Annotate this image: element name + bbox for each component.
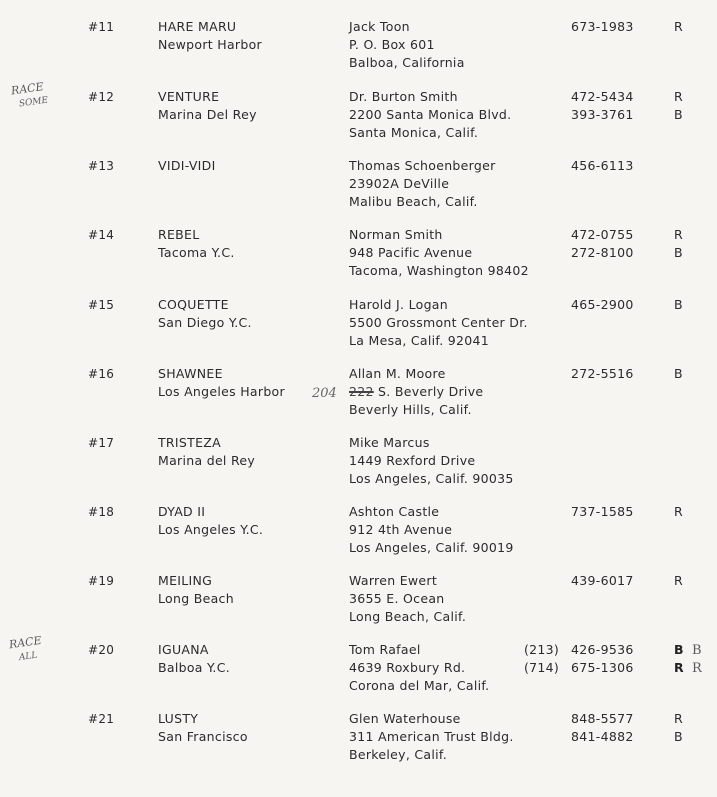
entry-15 <box>0 296 717 366</box>
owner-street: S. Beverly Drive <box>378 384 484 399</box>
owner-name: Dr. Burton Smith <box>349 89 458 104</box>
entry-code: R <box>674 19 683 34</box>
entry-18 <box>0 503 717 573</box>
entry-number: #15 <box>88 298 115 312</box>
boat-name: HARE MARU <box>158 19 237 34</box>
owner-name: Glen Waterhouse <box>349 711 461 726</box>
owner-name: Norman Smith <box>349 227 443 242</box>
entry-code: R <box>674 89 683 104</box>
club-name: Balboa Y.C. <box>158 660 231 675</box>
owner-address: 1449 Rexford Drive <box>349 453 476 468</box>
margin-note-line: RACE <box>8 633 43 652</box>
entry-code: B <box>674 729 683 744</box>
owner-name: Harold J. Logan <box>349 297 448 312</box>
entry-number: #21 <box>88 712 115 726</box>
boat-name: DYAD II <box>158 504 206 519</box>
owner-address: 4639 Roxbury Rd. <box>349 660 466 675</box>
owner-name: Tom Rafael <box>349 642 421 657</box>
club-name: Los Angeles Y.C. <box>158 522 264 537</box>
club-name: Long Beach <box>158 591 234 606</box>
club-name: San Francisco <box>158 729 248 744</box>
margin-note-line: RACE <box>10 80 45 98</box>
owner-city: Balboa, California <box>349 55 465 70</box>
owner-name: Jack Toon <box>349 19 410 34</box>
entry-code: R <box>674 504 683 519</box>
entry-17 <box>0 434 717 504</box>
owner-address <box>349 383 483 401</box>
phone-number: 841-4882 <box>571 729 634 744</box>
entry-code-overwritten: R <box>674 660 684 675</box>
phone-number: 393-3761 <box>571 107 634 122</box>
club-name: Marina Del Rey <box>158 107 257 122</box>
entry-code: B <box>674 107 683 122</box>
boat-name: REBEL <box>158 227 200 242</box>
owner-name: Allan M. Moore <box>349 366 446 381</box>
entry-number: #12 <box>88 90 115 104</box>
owner-city: Long Beach, Calif. <box>349 609 467 624</box>
entry-number: #19 <box>88 574 115 588</box>
phone-number: 472-5434 <box>571 89 634 104</box>
margin-note-line: ALL <box>18 650 39 664</box>
entry-12 <box>0 88 717 158</box>
owner-name: Warren Ewert <box>349 573 438 588</box>
entry-11 <box>0 18 717 88</box>
club-name: San Diego Y.C. <box>158 315 252 330</box>
boat-name: SHAWNEE <box>158 366 223 381</box>
club-name: Tacoma Y.C. <box>158 245 235 260</box>
boat-name: VENTURE <box>158 89 220 104</box>
entry-20 <box>0 641 717 711</box>
boat-name: LUSTY <box>158 711 199 726</box>
owner-address: 5500 Grossmont Center Dr. <box>349 315 528 330</box>
owner-name: Mike Marcus <box>349 435 430 450</box>
entry-number: #14 <box>88 228 115 242</box>
entry-code: R <box>674 711 683 726</box>
phone-number: 673-1983 <box>571 19 634 34</box>
owner-name: Ashton Castle <box>349 504 440 519</box>
area-code: (213) <box>524 642 560 657</box>
handwritten-street-number: 204 <box>312 386 337 401</box>
phone-number: 465-2900 <box>571 297 634 312</box>
entry-code: B <box>674 297 683 312</box>
boat-name: COQUETTE <box>158 297 229 312</box>
entry-19 <box>0 572 717 642</box>
owner-name: Thomas Schoenberger <box>349 158 496 173</box>
owner-city: Malibu Beach, Calif. <box>349 194 478 209</box>
phone-number: 675-1306 <box>571 660 634 675</box>
owner-city: Los Angeles, Calif. 90035 <box>349 471 514 486</box>
entry-number: #18 <box>88 505 115 519</box>
boat-name: IGUANA <box>158 642 209 657</box>
entry-code: B <box>674 245 683 260</box>
owner-address: 3655 E. Ocean <box>349 591 445 606</box>
owner-city: Tacoma, Washington 98402 <box>349 263 529 278</box>
owner-city: Berkeley, Calif. <box>349 747 447 762</box>
phone-number: 426-9536 <box>571 642 634 657</box>
phone-number: 272-5516 <box>571 366 634 381</box>
club-name: Marina del Rey <box>158 453 256 468</box>
owner-address: P. O. Box 601 <box>349 37 435 52</box>
owner-address: 948 Pacific Avenue <box>349 245 473 260</box>
margin-note-line: SOME <box>18 95 49 110</box>
club-name: Los Angeles Harbor <box>158 384 285 399</box>
phone-number: 737-1585 <box>571 504 634 519</box>
entry-number: #16 <box>88 367 115 381</box>
entry-number: #20 <box>88 643 115 657</box>
entry-number: #17 <box>88 436 115 450</box>
phone-number: 439-6017 <box>571 573 634 588</box>
boat-name: TRISTEZA <box>158 435 221 450</box>
club-name: Newport Harbor <box>158 37 262 52</box>
phone-number: 272-8100 <box>571 245 634 260</box>
entry-code-overwritten: B <box>674 642 684 657</box>
entry-number: #11 <box>88 20 115 34</box>
phone-number: 456-6113 <box>571 158 634 173</box>
area-code: (714) <box>524 660 560 675</box>
boat-name: VIDI-VIDI <box>158 158 216 173</box>
owner-city: Santa Monica, Calif. <box>349 125 479 140</box>
handwritten-code: B <box>692 643 702 658</box>
entry-code: R <box>674 573 683 588</box>
entry-13 <box>0 157 717 227</box>
entry-21 <box>0 710 717 780</box>
owner-city: Beverly Hills, Calif. <box>349 402 472 417</box>
owner-address: 311 American Trust Bldg. <box>349 729 514 744</box>
entry-14 <box>0 226 717 296</box>
handwritten-code: R <box>692 661 702 676</box>
phone-number: 848-5577 <box>571 711 634 726</box>
boat-name: MEILING <box>158 573 213 588</box>
owner-address: 23902A DeVille <box>349 176 450 191</box>
owner-address: 2200 Santa Monica Blvd. <box>349 107 512 122</box>
owner-address: 912 4th Avenue <box>349 522 453 537</box>
entry-code: R <box>674 227 683 242</box>
entry-16 <box>0 365 717 435</box>
owner-city: Corona del Mar, Calif. <box>349 678 490 693</box>
crossed-out-number: 222 <box>349 384 374 399</box>
entry-number: #13 <box>88 159 115 173</box>
phone-number: 472-0755 <box>571 227 634 242</box>
owner-city: La Mesa, Calif. 92041 <box>349 333 490 348</box>
entry-code: B <box>674 366 683 381</box>
owner-city: Los Angeles, Calif. 90019 <box>349 540 514 555</box>
